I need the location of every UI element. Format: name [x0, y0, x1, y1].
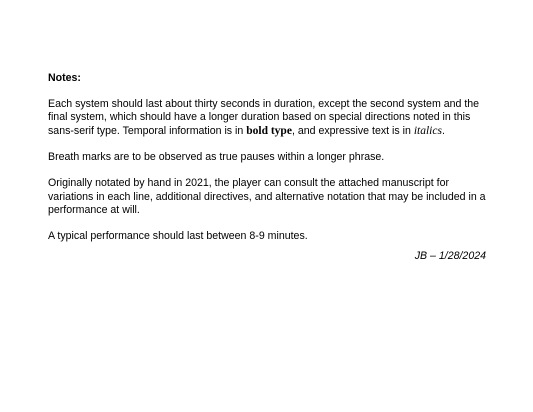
- paragraph-system-duration-text-2: , and expressive text is in: [291, 124, 414, 137]
- signature-date: JB – 1/28/2024: [414, 250, 486, 262]
- paragraph-manuscript: Originally notated by hand in 2021, the player can consult the attached manuscript for variations in each line, additional directives, and alternative notation that may be included in a performance at will.: [48, 177, 486, 216]
- italics-example: italics: [413, 124, 442, 137]
- notes-body: [48, 72, 488, 257]
- paragraph-system-duration-period: .: [441, 124, 445, 137]
- paragraph-system-duration-text: Each system should last about thirty seconds in duration, except the second system and the final system, which should have a longer duration based on special directions noted in this sans-serif type. Temporal information is in: [48, 98, 480, 137]
- paragraph-system-duration: [48, 98, 488, 138]
- paragraph-breath-marks: Breath marks are to be observed as true pauses within a longer phrase.: [48, 151, 385, 163]
- bold-type-example: bold type: [246, 124, 292, 137]
- notes-heading: Notes:: [48, 72, 81, 84]
- paragraph-performance-length: A typical performance should last between 8-9 minutes.: [48, 230, 308, 243]
